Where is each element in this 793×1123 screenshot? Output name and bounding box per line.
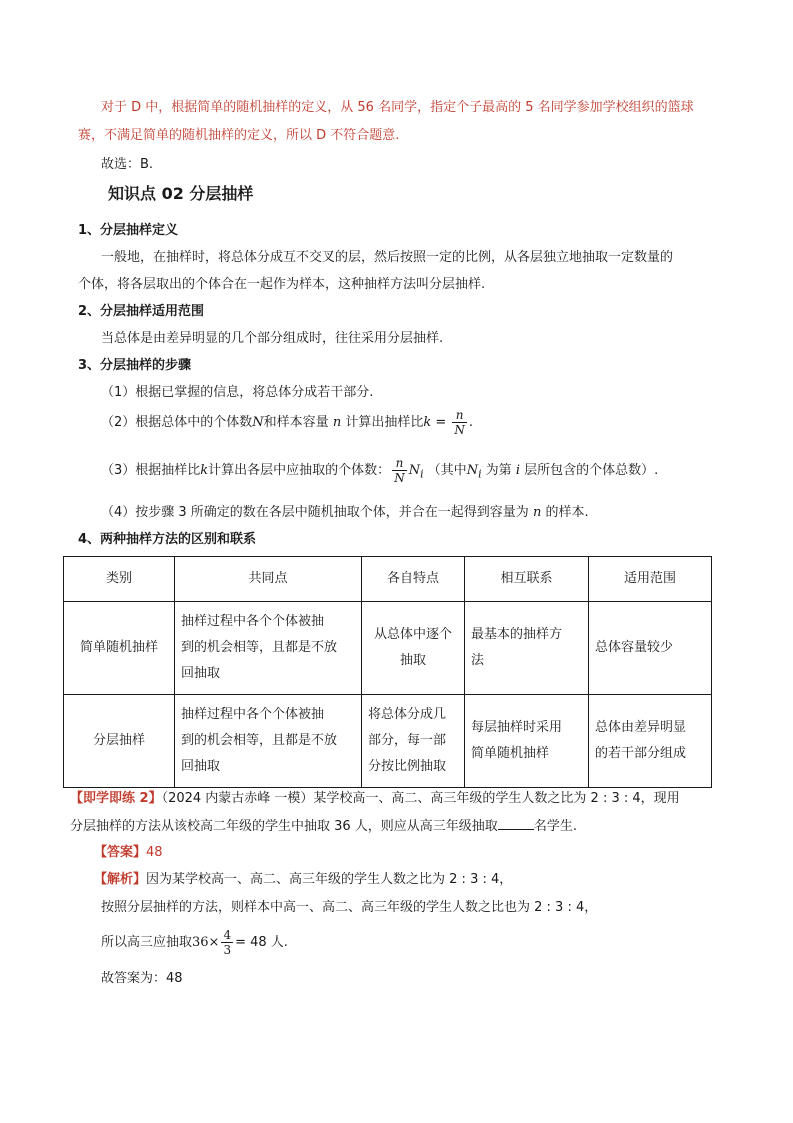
step-3-sub-i2: i xyxy=(478,467,482,481)
analysis-frac-num: 4 xyxy=(223,928,232,942)
table-header-cell: 适用范围 xyxy=(589,557,712,602)
step-2-fraction xyxy=(452,408,467,437)
step-2-text-c: 计算出抽样比 xyxy=(345,415,424,430)
table-cell-common xyxy=(175,602,362,695)
step-3-text-c: （其中 xyxy=(427,463,467,478)
definition-line2: 个体，将各层取出的个体合在一起作为样本，这种抽样方法叫分层抽样. xyxy=(78,277,486,292)
step-2-text-a: （2）根据总体中的个体数 xyxy=(101,415,253,430)
answer-line xyxy=(94,841,163,860)
cell-line: 到的机会相等，且都是不放 xyxy=(181,733,338,748)
step-3-text-d: 为第 xyxy=(485,463,512,478)
step-3-frac-den: N xyxy=(394,471,405,485)
cell-line: 抽取 xyxy=(399,653,426,668)
cell-line: 将总体分成几 xyxy=(368,707,447,722)
cell-line: 的若干部分组成 xyxy=(595,746,687,761)
step-2-var-N: N xyxy=(252,415,264,430)
heading-steps: 3、分层抽样的步骤 xyxy=(78,358,192,373)
table-cell-scope xyxy=(589,602,712,695)
step-2 xyxy=(101,408,473,437)
choice-text: 故选：B. xyxy=(101,157,154,172)
step-4-var-n: n xyxy=(532,505,542,520)
table-header-cell: 共同点 xyxy=(175,557,362,602)
analysis-line4: 故答案为：48 xyxy=(101,971,183,986)
analysis-text-3a: 所以高三应抽取 xyxy=(101,935,193,950)
cell-line: 每层抽样时采用 xyxy=(471,720,563,735)
table-header-cell: 类别 xyxy=(64,557,175,602)
analysis-line1 xyxy=(94,868,512,887)
table-row xyxy=(64,695,712,788)
option-d-line2: 赛，不满足简单的随机抽样的定义，所以 D 不符合题意. xyxy=(78,128,400,143)
table-cell-feature xyxy=(362,602,465,695)
cell-line: 法 xyxy=(471,653,485,668)
step-3-var-i: i xyxy=(515,463,520,478)
cell-line: 回抽取 xyxy=(181,759,221,774)
analysis-fraction xyxy=(221,928,233,957)
step-2-frac-num: n xyxy=(452,408,467,423)
heading-comparison: 4、两种抽样方法的区别和联系 xyxy=(78,532,257,547)
step-3-text-a: （3）根据抽样比 xyxy=(101,463,201,478)
step-2-var-k: k xyxy=(423,415,432,430)
cell-line: 部分，每一部 xyxy=(368,733,447,748)
answer-tag: 【答案】 xyxy=(94,845,147,860)
option-d-line1: 对于 D 中，根据简单的随机抽样的定义，从 56 名同学，指定个子最高的 5 名同学参加学校组织的篮球 xyxy=(101,100,694,115)
answer-blank xyxy=(498,817,534,830)
step-3-var-N2: N xyxy=(466,463,479,478)
step-3-frac-num: n xyxy=(392,456,407,471)
step-3-var-N: N xyxy=(408,463,421,478)
exercise-line1 xyxy=(70,787,680,806)
analysis-line2: 按照分层抽样的方法，则样本中高一、高二、高三年级的学生人数之比也为 2 : 3 : 4， xyxy=(101,900,598,915)
table-cell-category: 简单随机抽样 xyxy=(64,602,175,695)
table-cell-category: 分层抽样 xyxy=(64,695,175,788)
step-3-text-b: 计算出各层中应抽取的个体数： xyxy=(208,463,391,478)
table-row xyxy=(64,602,712,695)
step-4-text-a: （4）按步骤 3 所确定的数在各层中随机抽取个体，并合在一起得到容量为 xyxy=(101,505,529,520)
step-2-var-n: n xyxy=(332,415,342,430)
cell-line: 简单随机抽样 xyxy=(471,746,550,761)
exercise-text-3: 名学生. xyxy=(533,819,577,834)
cell-line: 到的机会相等，且都是不放 xyxy=(181,640,338,655)
cell-line: 分按比例抽取 xyxy=(368,759,447,774)
step-4 xyxy=(101,501,589,520)
comparison-table xyxy=(63,556,712,788)
analysis-text-3c: = 48 人. xyxy=(235,935,288,950)
step-1: （1）根据已掌握的信息，将总体分成若干部分. xyxy=(101,385,374,400)
table-header-row xyxy=(64,557,712,602)
cell-line: 回抽取 xyxy=(181,666,221,681)
cell-line: 抽样过程中各个个体被抽 xyxy=(181,707,325,722)
cell-line: 总体容量较少 xyxy=(595,640,674,655)
step-2-text-b: 和样本容量 xyxy=(263,415,329,430)
scope-text: 当总体是由差异明显的几个部分组成时，往往采用分层抽样. xyxy=(101,331,444,346)
step-2-frac-den: N xyxy=(454,423,465,437)
analysis-line3 xyxy=(101,928,288,957)
step-2-end: . xyxy=(468,415,474,430)
answer-value: 48 xyxy=(146,845,163,860)
exercise-tag: 【即学即练 2】 xyxy=(70,791,162,806)
exercise-line2 xyxy=(70,815,577,834)
table-cell-relation xyxy=(465,695,589,788)
exercise-text-2: 分层抽样的方法从该校高二年级的学生中抽取 36 人，则应从高三年级抽取 xyxy=(70,819,498,834)
step-3-sub-i: i xyxy=(420,467,424,481)
step-2-eq: = xyxy=(431,415,451,430)
heading-definition: 1、分层抽样定义 xyxy=(78,223,179,238)
heading-scope: 2、分层抽样适用范围 xyxy=(78,304,205,319)
analysis-calc: 36× xyxy=(192,935,220,950)
cell-line: 最基本的抽样方 xyxy=(471,627,563,642)
step-3 xyxy=(101,456,658,485)
step-4-text-b: 的样本. xyxy=(545,505,589,520)
table-cell-relation xyxy=(465,602,589,695)
step-3-fraction xyxy=(392,456,407,485)
exercise-text-1: （2024 内蒙古赤峰 一模）某学校高一、高二、高三年级的学生人数之比为 2 : 3 : 4，现用 xyxy=(161,791,680,806)
table-cell-scope xyxy=(589,695,712,788)
table-cell-feature xyxy=(362,695,465,788)
definition-line1: 一般地，在抽样时，将总体分成互不交叉的层，然后按照一定的比例，从各层独立地抽取一定数量的 xyxy=(101,250,674,265)
table-header-cell: 相互联系 xyxy=(465,557,589,602)
cell-line: 抽样过程中各个个体被抽 xyxy=(181,614,325,629)
step-3-text-e: 层所包含的个体总数）. xyxy=(524,463,659,478)
table-cell-common xyxy=(175,695,362,788)
cell-line: 总体由差异明显 xyxy=(595,720,687,735)
analysis-tag: 【解析】 xyxy=(94,872,147,887)
cell-line: 从总体中逐个 xyxy=(373,627,452,642)
analysis-frac-den: 3 xyxy=(223,943,232,957)
section-title: 知识点 02 分层抽样 xyxy=(108,184,254,203)
step-3-var-k: k xyxy=(200,463,209,478)
analysis-text-1: 因为某学校高一、高二、高三年级的学生人数之比为 2 : 3 : 4， xyxy=(146,872,513,887)
table-header-cell: 各自特点 xyxy=(362,557,465,602)
